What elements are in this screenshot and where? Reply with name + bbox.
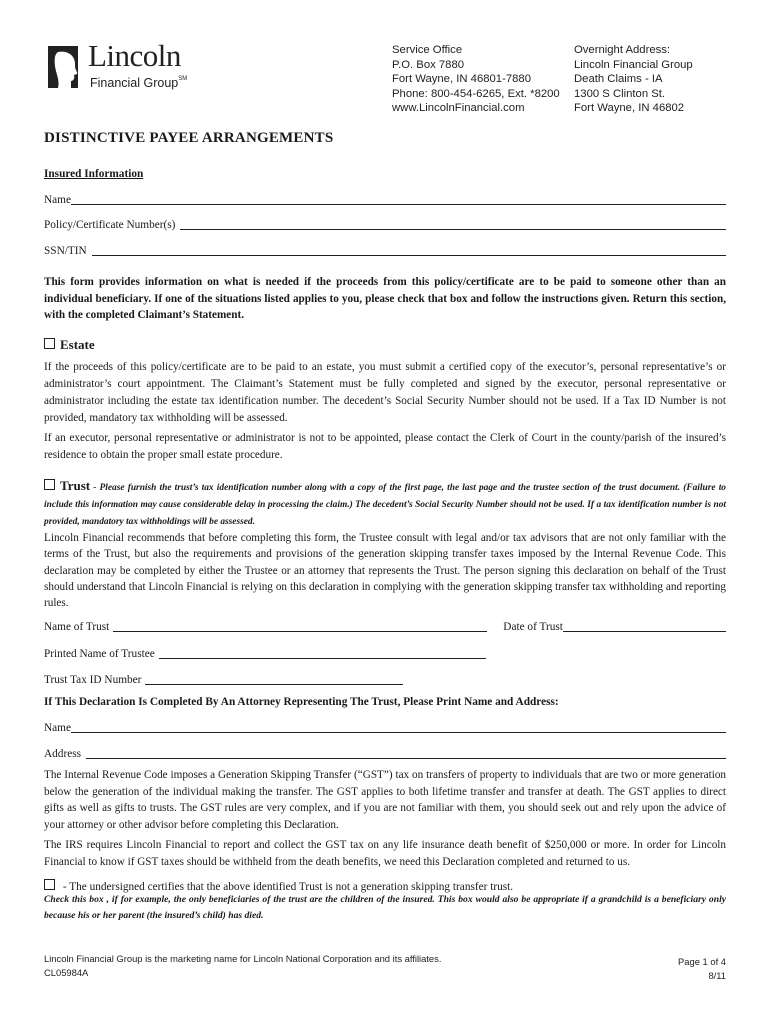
trustee-name-field[interactable] — [159, 647, 486, 659]
policy-number-row — [44, 218, 726, 233]
address-line: Lincoln Financial Group — [574, 58, 693, 71]
footer-right — [678, 955, 726, 983]
page-number: Page 1 of 4 — [678, 956, 726, 967]
gst-certification-checkbox[interactable] — [44, 879, 55, 890]
trustee-name-row — [44, 647, 726, 662]
estate-checkbox[interactable] — [44, 338, 55, 349]
service-office-address — [392, 43, 560, 116]
trust-date-label: Date of Trust — [503, 621, 563, 633]
address-line: Service Office — [392, 44, 463, 56]
gst-certification-text: - The undersigned certifies that the above identified Trust is not a generation skipping transfer trust. — [60, 881, 514, 893]
lincoln-profile-icon — [44, 44, 84, 90]
ssn-label: SSN/TIN — [44, 245, 87, 257]
address-line: Overnight Address: — [574, 44, 671, 56]
ssn-field[interactable] — [92, 244, 726, 256]
trust-taxid-field[interactable] — [145, 673, 403, 685]
gst-paragraph-2: The IRS requires Lincoln Financial to report and collect the GST tax on any life insurance death benefit of $250,000 or more. In order for Lincoln Financial to know if GST taxes should be withheld from the death benefits, we need this Declaration completed and returned to us. — [44, 839, 726, 868]
gst-certification-note: Check this box , if for example, the only beneficiaries of the trust are the children of the insured. This box would also be appropriate if a grandchild is a beneficiary only because his or her parent (the insured’s child) has died. — [44, 894, 726, 921]
attorney-address-row — [44, 747, 726, 762]
address-line: Fort Wayne, IN 46801-7880 — [392, 73, 531, 86]
address-line: Phone: 800-454-6265, Ext. *8200 — [392, 87, 560, 100]
website-link[interactable]: www.LincolnFinancial.com — [392, 102, 525, 115]
address-line: Death Claims - IA — [574, 73, 663, 86]
attorney-address-label: Address — [44, 748, 82, 760]
gst-paragraph-1: The Internal Revenue Code imposes a Generation Skipping Transfer (“GST”) tax on transfers of property to individuals that are two or more generation below the generation of the individual making the transfer. The GST applies to both lifetime transfer and transfer at death. The GST applies to direct gifts as well as gifts to trusts. The GST rules are very complex, and if you are not familiar with them, you should seek out and rely upon the advice of your attorney or other advisor before completing this Declaration. — [44, 769, 726, 831]
insured-name-label: Name — [44, 194, 71, 206]
estate-heading: Estate — [60, 337, 95, 352]
address-line: 1300 S Clinton St. — [574, 87, 666, 100]
estate-heading-row — [44, 337, 95, 353]
trust-heading: Trust — [60, 478, 91, 493]
ssn-row — [44, 244, 726, 259]
form-title: DISTINCTIVE PAYEE ARRANGEMENTS — [44, 130, 334, 146]
estate-paragraph-1: If the proceeds of this policy/certificate are to be paid to an estate, you must submit a certified copy of the executor’s, personal representative’s or administrator’s court appointment. The Claimant’s Statement must be fully completed and signed by the executor, personal representative or administrator including the estate tax identification number. The decedent’s Social Security Number should not be used. If a Tax ID Number is not provided, mandatory tax withholding will be assessed. — [44, 361, 726, 424]
trust-taxid-label: Trust Tax ID Number — [44, 674, 142, 686]
logo-subtitle: Financial Group℠ — [90, 76, 188, 90]
attorney-name-label: Name — [44, 722, 71, 734]
attorney-address-field[interactable] — [86, 747, 726, 759]
footer-form-id: CL05984A — [44, 967, 89, 978]
estate-paragraph-2: If an executor, personal representative or administrator is not to be appointed, please contact the Clerk of Court in the county/parish of the insured’s residence to obtain the proper small estate procedure. — [44, 432, 726, 461]
intro-paragraph: This form provides information on what is needed if the proceeds from this policy/certificate are to be paid to someone other than an individual beneficiary. If one of the situations listed applies to you, please check that box and follow the instructions given. Return this section, with the completed Claimant’s Statement. — [44, 276, 726, 321]
attorney-name-row — [44, 721, 726, 736]
trust-heading-row — [44, 478, 726, 530]
trust-checkbox[interactable] — [44, 479, 55, 490]
insured-name-row — [44, 193, 726, 208]
footer-left — [44, 952, 441, 980]
trustee-name-label: Printed Name of Trustee — [44, 648, 155, 660]
insured-info-heading: Insured Information — [44, 168, 144, 180]
address-line: Fort Wayne, IN 46802 — [574, 102, 685, 115]
trust-name-field[interactable] — [113, 620, 487, 632]
logo-wordmark: Lincoln — [88, 38, 181, 73]
footer-marketing-note: Lincoln Financial Group is the marketing name for Lincoln National Corporation and its affiliates. — [44, 953, 442, 964]
insured-name-field[interactable] — [71, 193, 726, 205]
trust-paragraph: Lincoln Financial recommends that before completing this form, the Trustee consult with legal and/or tax advisors that are not only familiar with the terms of the Trust, but also the requirements and provisions of the generation skipping transfer taxes imposed by the Internal Revenue Code. This declaration may be completed by either the Trustee or an attorney that represents the Trust. The person signing this declaration on behalf of the Trust should understand that Lincoln Financial is relying on this declaration in complying with the generation skipping transfer tax withholding and reporting rules. — [44, 532, 726, 610]
attorney-name-field[interactable] — [71, 721, 726, 733]
trust-date-field[interactable] — [563, 620, 726, 632]
form-revision-date: 8/11 — [708, 970, 726, 981]
service-mark: SM — [178, 76, 188, 82]
overnight-address — [574, 43, 693, 116]
policy-number-field[interactable] — [180, 218, 726, 230]
trust-instructions: - Please furnish the trust’s tax identification number along with a copy of the first page, the last page and the trustee section of the trust document. (Failure to include this information may cause considerable delay in processing the claim.) The decedent’s Social Security Number should not be used. If a tax identification number is not provided, mandatory tax withholdings will be assessed. — [44, 483, 726, 527]
trust-name-row — [44, 620, 726, 635]
attorney-heading: If This Declaration Is Completed By An Attorney Representing The Trust, Please Print Name and Address: — [44, 696, 559, 708]
address-line: P.O. Box 7880 — [392, 58, 465, 71]
trust-name-label: Name of Trust — [44, 621, 110, 633]
trust-taxid-row — [44, 673, 726, 688]
policy-number-label: Policy/Certificate Number(s) — [44, 219, 176, 231]
lincoln-logo — [44, 38, 224, 94]
